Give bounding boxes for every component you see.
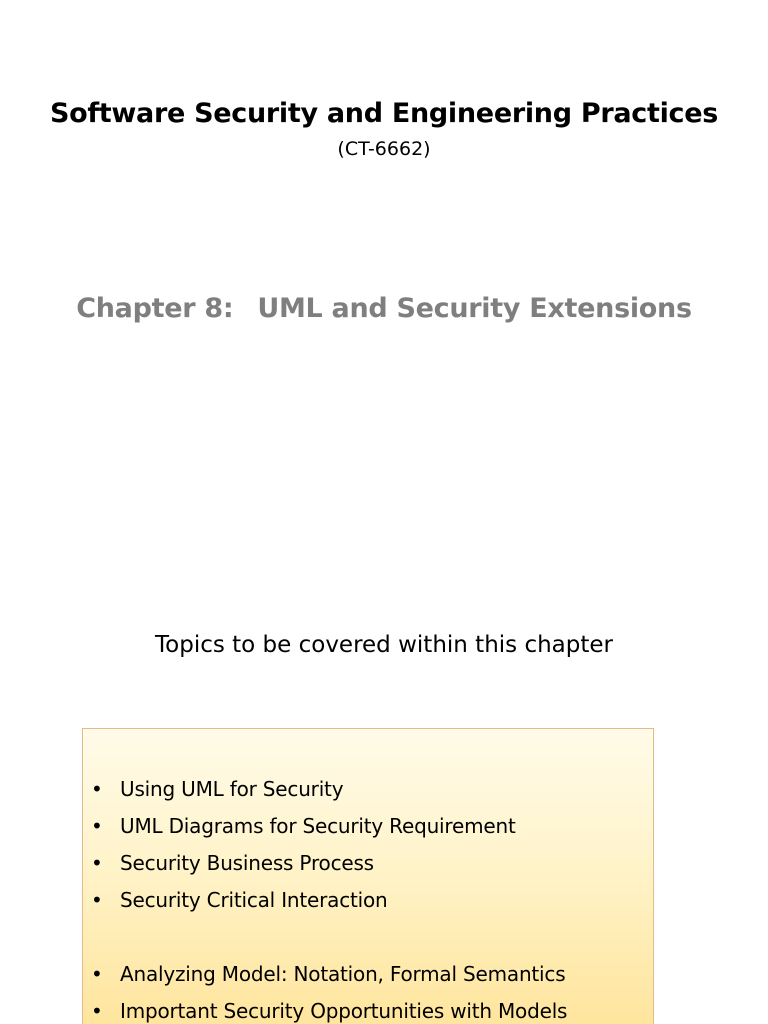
topics-list [91,771,567,1024]
topic-item: • Security Critical Interaction [91,882,567,919]
topic-list-spacer [91,919,567,956]
chapter-name: UML and Security Extensions [257,293,692,324]
chapter-title [0,293,768,324]
topic-item: • Important Security Opportunities with Models [91,993,567,1024]
course-code: (CT-6662) [337,138,431,160]
topic-item: • Using UML for Security [91,771,567,808]
topics-box [82,728,654,1024]
topic-item: • UML Diagrams for Security Requirement [91,808,567,845]
chapter-number: Chapter 8: [76,293,234,324]
topic-item: • Analyzing Model: Notation, Formal Semantics [91,956,567,993]
topics-heading: Topics to be covered within this chapter [155,632,613,658]
topic-item: • Security Business Process [91,845,567,882]
course-title: Software Security and Engineering Practices [49,98,719,129]
